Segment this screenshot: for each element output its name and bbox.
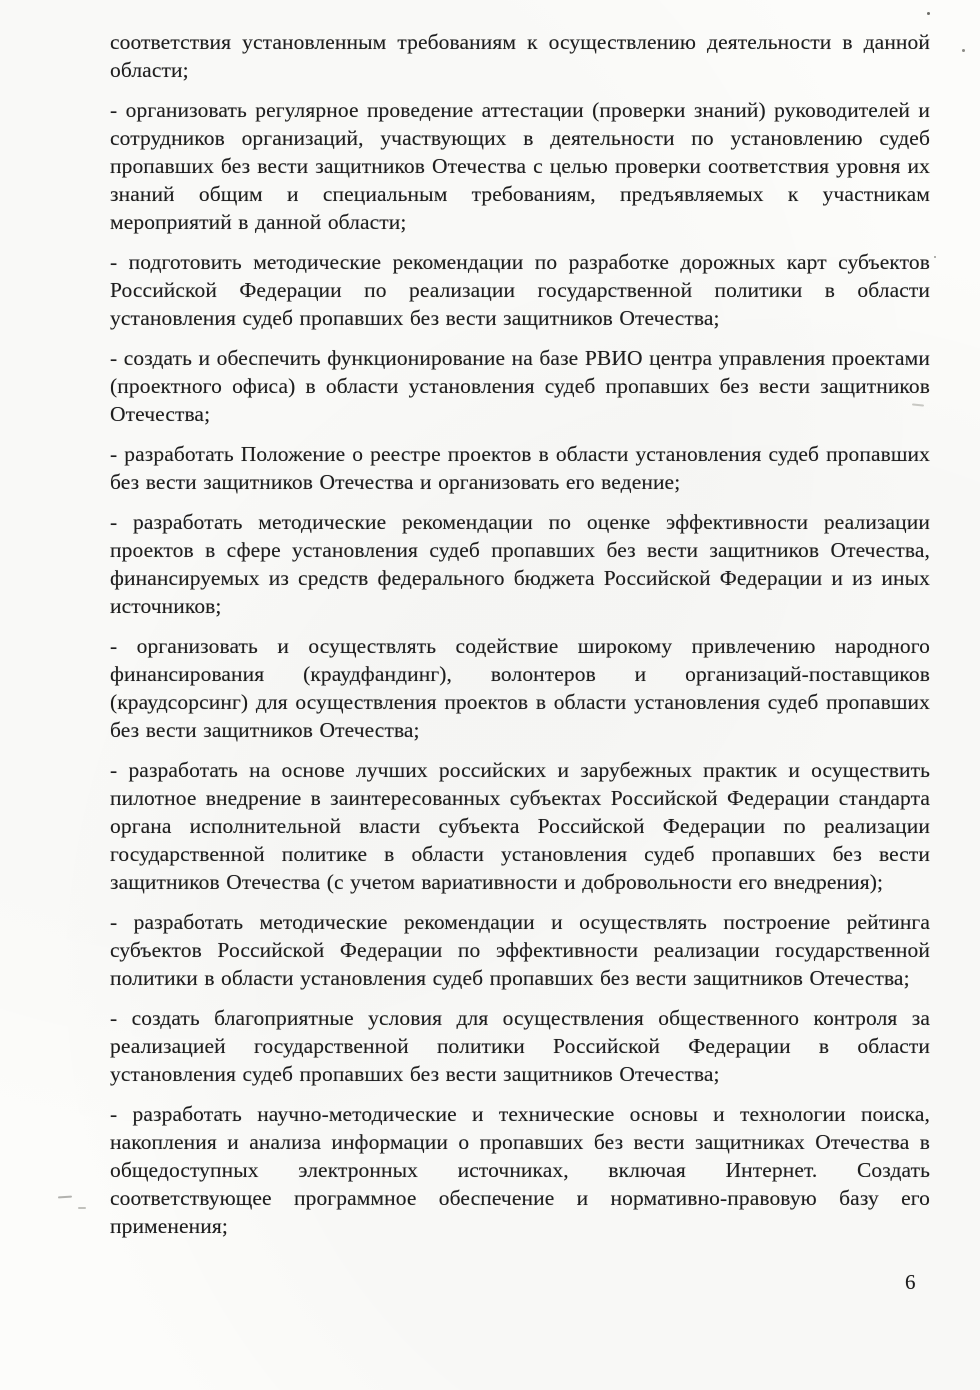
- paragraph-list-item: - подготовить методические рекомендации по разработке дорожных карт субъектов Российской Федерации по реализации государственной политики в области установления судеб пропавших без вести защитников Отечества;: [110, 250, 930, 330]
- scan-artifact-pencil-mark: [78, 1207, 86, 1209]
- scan-artifact-dot: [927, 12, 930, 15]
- scan-artifact-dot: [962, 49, 965, 52]
- paragraph-list-item: - разработать научно-методические и технические основы и технологии поиска, накопления и анализа информации о пропавших без вести защитниках Отечества в общедоступных электронных источниках, включая Интернет. Создать соответствующее программное обеспечение и нормативно-правовую базу его применения;: [110, 1102, 930, 1238]
- paragraph-list-item: - организовать регулярное проведение аттестации (проверки знаний) руководителей и сотрудников организаций, участвующих в деятельности по установлению судеб пропавших без вести защитников Отечества с целью проверки соответствия уровня их знаний общим и специальным требованиям, предъявляемых к участникам мероприятий в данной области;: [110, 98, 930, 234]
- paragraph-list-item: - создать благоприятные условия для осуществления общественного контроля за реализацией государственной политики Российской Федерации в области установления судеб пропавших без вести защитников Отечества;: [110, 1006, 930, 1086]
- paragraph-list-item: - разработать методические рекомендации по оценке эффективности реализации проектов в сфере установления судеб пропавших без вести защитников Отечества, финансируемых из средств федерального бюджета Российской Федерации и из иных источников;: [110, 510, 930, 618]
- paragraph-list-item: - разработать на основе лучших российских и зарубежных практик и осуществить пилотное внедрение в заинтересованных субъектах Российской Федерации стандарта органа исполнительной власти субъекта Российской Федерации по реализации государственной политике в области установления судеб пропавших без вести защитников Отечества (с учетом вариативности и добровольности его внедрения);: [110, 758, 930, 894]
- document-text-block: [110, 28, 930, 1252]
- paragraph-list-item: - разработать Положение о реестре проектов в области установления судеб пропавших без вести защитников Отечества и организовать его ведение;: [110, 442, 930, 494]
- paragraph-list-item: - создать и обеспечить функционирование на базе РВИО центра управления проектами (проектного офиса) в области установления судеб пропавших без вести защитников Отечества;: [110, 346, 930, 426]
- paragraph-continuation: соответствия установленным требованиям к осуществлению деятельности в данной области;: [110, 30, 930, 82]
- scan-artifact-pencil-mark: [58, 1196, 72, 1199]
- paragraph-list-item: - разработать методические рекомендации и осуществлять построение рейтинга субъектов Российской Федерации по эффективности реализации государственной политики в области установления судеб пропавших без вести защитников Отечества;: [110, 910, 930, 990]
- scan-artifact-dot: [934, 256, 936, 258]
- page-number: 6: [905, 1270, 916, 1294]
- paragraph-list-item: - организовать и осуществлять содействие широкому привлечению народного финансирования (краудфандинг), волонтеров и организаций-поставщиков (краудсорсинг) для осуществления проектов в области установления судеб пропавших без вести защитников Отечества;: [110, 634, 930, 742]
